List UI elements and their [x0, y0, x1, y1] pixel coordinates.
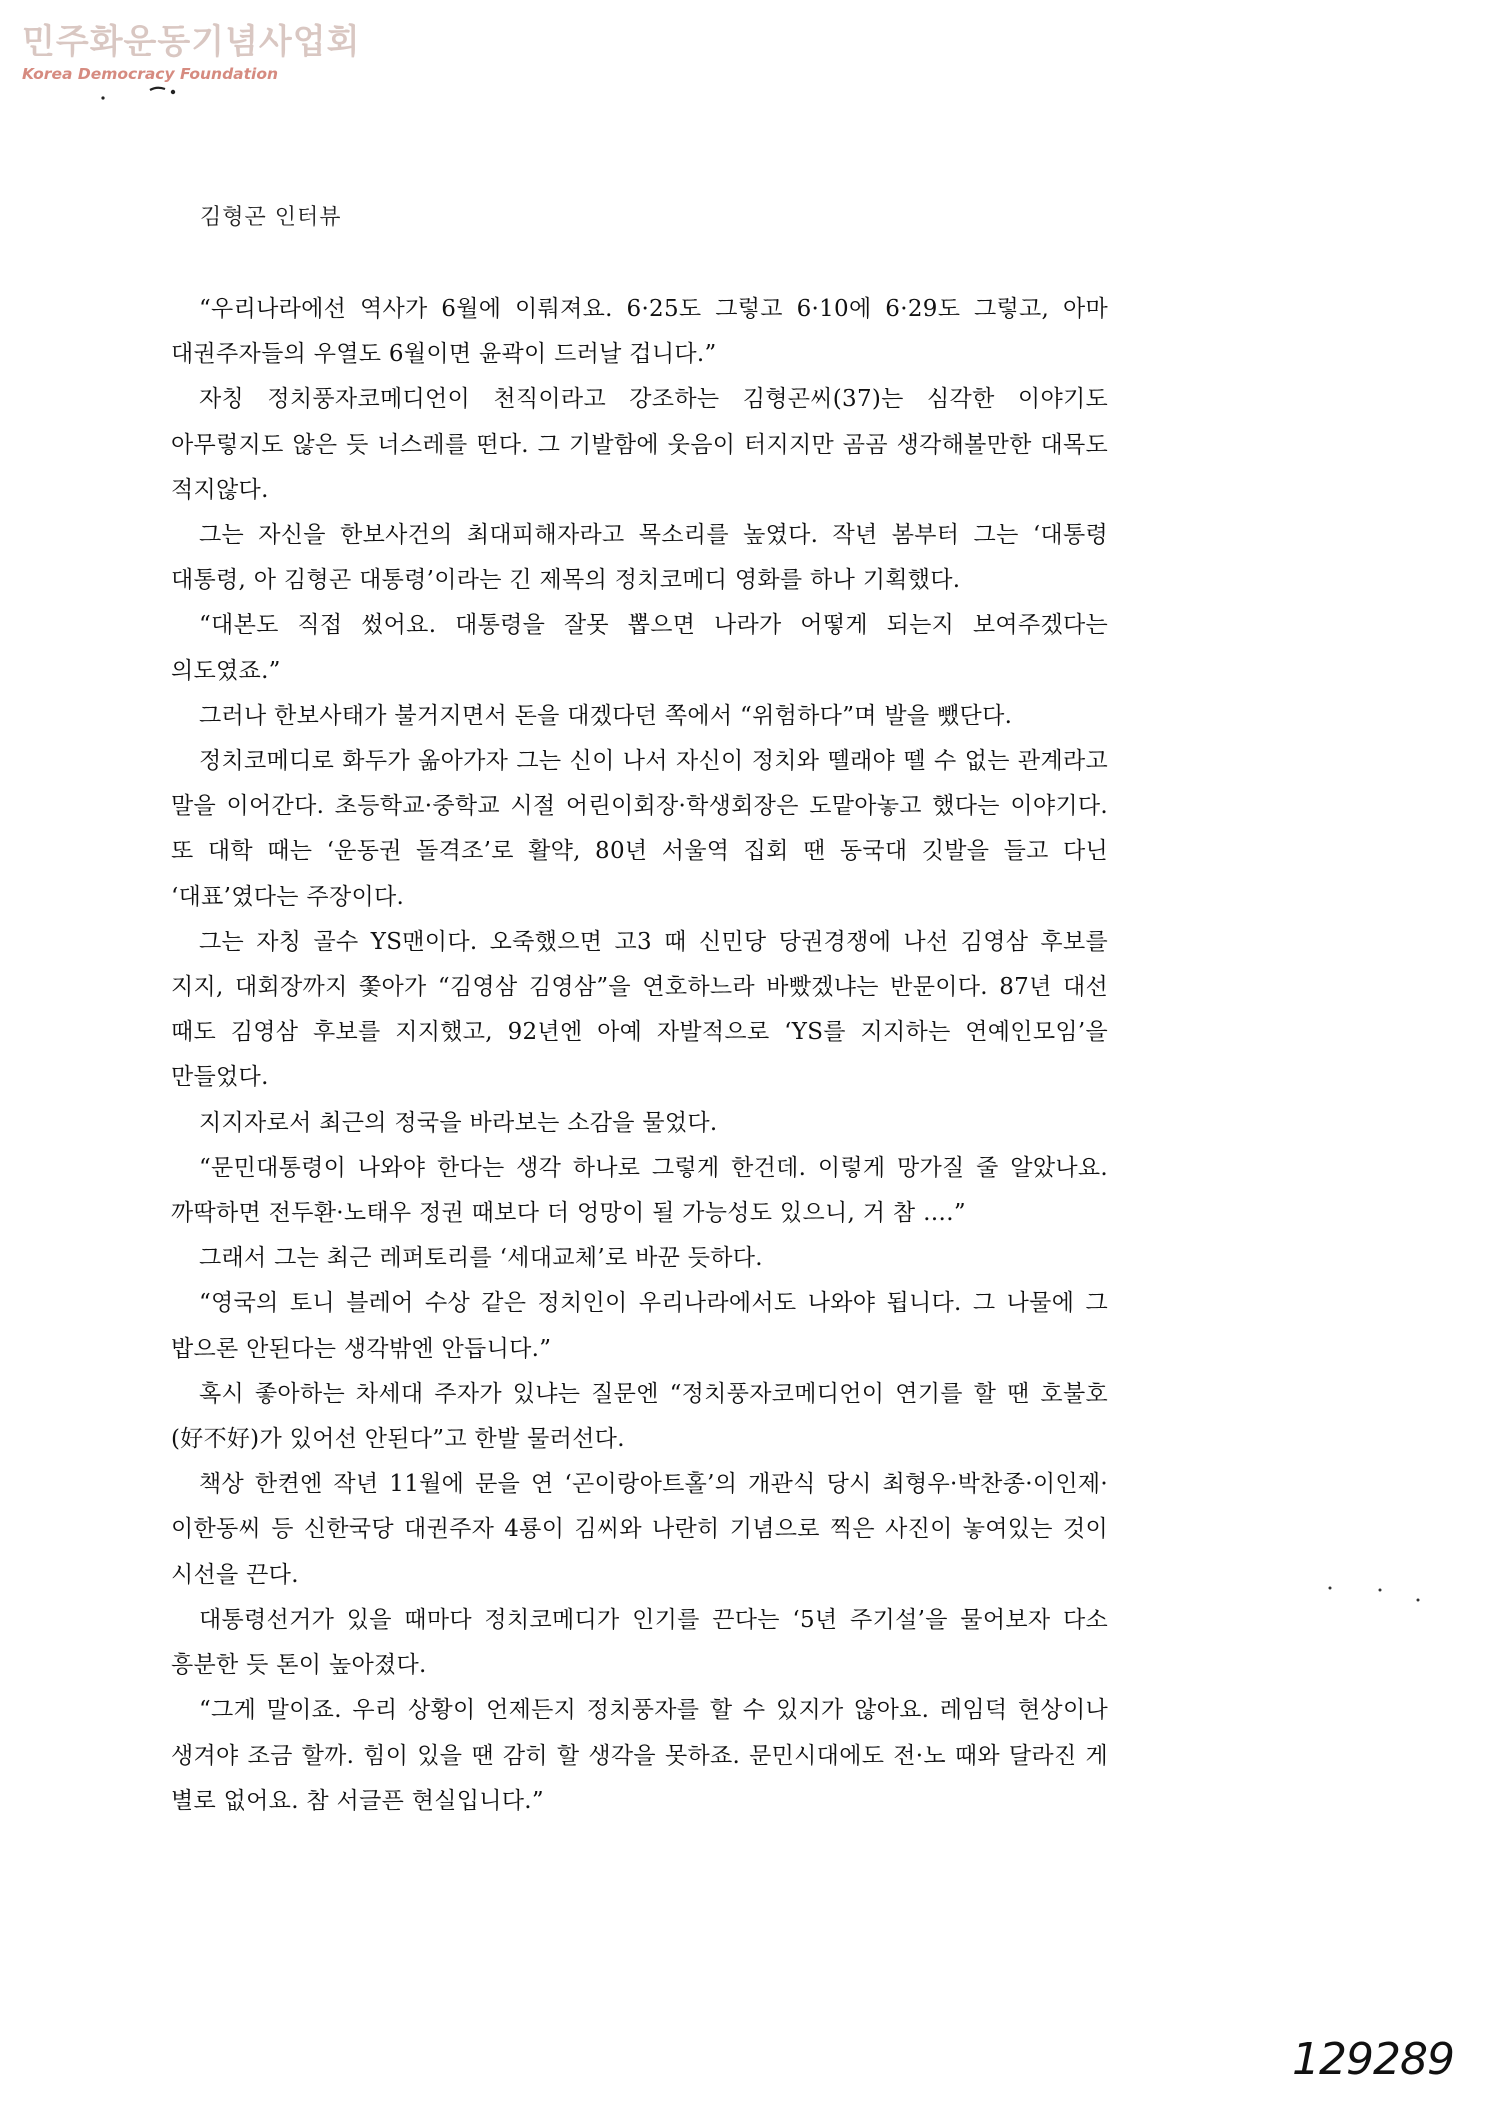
logo-korean-text: 민주화운동기념사업회 [22, 22, 361, 62]
paragraph: 그는 자신을 한보사건의 최대피해자라고 목소리를 높였다. 작년 봄부터 그는 ‘대통령 대통령, 아 김형곤 대통령’이라는 긴 제목의 정치코메디 영화를 하나 기획했다. [171, 522, 1108, 594]
paragraph: 책상 한켠엔 작년 11월에 문을 연 ‘곤이랑아트홀’의 개관식 당시 최형우·박찬종·이인제·이한동씨 등 신한국당 대권주자 4룡이 김씨와 나란히 기념으로 찍은 사진이 놓여있는 것이 시선을 끈다. [171, 1471, 1108, 1588]
interview-body [171, 287, 1108, 1824]
paragraph: “문민대통령이 나와야 한다는 생각 하나로 그렇게 한건데. 이렇게 망가질 줄 알았나요. 까딱하면 전두환·노태우 정권 때보다 더 엉망이 될 가능성도 있으니, 거 참 ….” [171, 1154, 1108, 1227]
paragraph: 지지자로서 최근의 정국을 바라보는 소감을 물었다. [199, 1109, 718, 1136]
scan-specks [95, 80, 205, 104]
paragraph: 그러나 한보사태가 불거지면서 돈을 대겠다던 쪽에서 “위험하다”며 발을 뺐단다. [199, 702, 1013, 729]
paragraph: “우리나라에선 역사가 6월에 이뤄져요. 6·25도 그렇고 6·10에 6·29도 그렇고, 아마 대권주자들의 우열도 6월이면 윤곽이 드러날 겁니다.” [171, 296, 1108, 368]
document-title: 김형곤 인터뷰 [200, 205, 342, 230]
paragraph: 혹시 좋아하는 차세대 주자가 있냐는 질문엔 “정치풍자코메디언이 연기를 할 땐 호불호(好不好)가 있어선 안된다”고 한발 물러선다. [171, 1380, 1108, 1453]
handwritten-page-number: 129289 [1292, 2034, 1454, 2085]
paragraph: 그래서 그는 최근 레퍼토리를 ‘세대교체’로 바꾼 듯하다. [199, 1245, 763, 1272]
logo-english-text: Korea Democracy Foundation [22, 65, 279, 83]
paragraph: 자칭 정치풍자코메디언이 천직이라고 강조하는 김형곤씨(37)는 심각한 이야기도 아무렇지도 않은 듯 너스레를 떤다. 그 기발함에 웃음이 터지지만 곰곰 생각해볼만한 대목도 적지않다. [171, 386, 1108, 503]
paragraph: 그는 자칭 골수 YS맨이다. 오죽했으면 고3 때 신민당 당권경쟁에 나선 김영삼 후보를 지지, 대회장까지 쫓아가 “김영삼 김영삼”을 연호하느라 바빴겠냐는 반문이다. 87년 대선 때도 김영삼 후보를 지지했고, 92년엔 아예 자발적으로 ‘YS를 지지하는 연예인모임’을 만들었다. [171, 928, 1108, 1091]
paragraph: 대통령선거가 있을 때마다 정치코메디가 인기를 끈다는 ‘5년 주기설’을 물어보자 다소 흥분한 듯 톤이 높아졌다. [171, 1606, 1108, 1679]
scan-margin-dots [1320, 1580, 1440, 1610]
foundation-logo [22, 22, 361, 84]
paragraph: “그게 말이죠. 우리 상황이 언제든지 정치풍자를 할 수 있지가 않아요. 레임덕 현상이나 생겨야 조금 할까. 힘이 있을 땐 감히 할 생각을 못하죠. 문민시대에도 전·노 때와 달라진 게 별로 없어요. 참 서글픈 현실입니다.” [171, 1697, 1108, 1814]
paragraph: “대본도 직접 썼어요. 대통령을 잘못 뽑으면 나라가 어떻게 되는지 보여주겠다는 의도였죠.” [171, 612, 1108, 684]
paragraph: 정치코메디로 화두가 옮아가자 그는 신이 나서 자신이 정치와 뗄래야 뗄 수 없는 관계라고 말을 이어간다. 초등학교·중학교 시절 어린이회장·학생회장은 도맡아놓고 했다는 이야기다. 또 대학 때는 ‘운동권 돌격조’로 활약, 80년 서울역 집회 땐 동국대 깃발을 들고 다닌 ‘대표’였다는 주장이다. [171, 748, 1108, 910]
paragraph: “영국의 토니 블레어 수상 같은 정치인이 우리나라에서도 나와야 됩니다. 그 나물에 그 밥으론 안된다는 생각밖엔 안듭니다.” [171, 1290, 1108, 1362]
